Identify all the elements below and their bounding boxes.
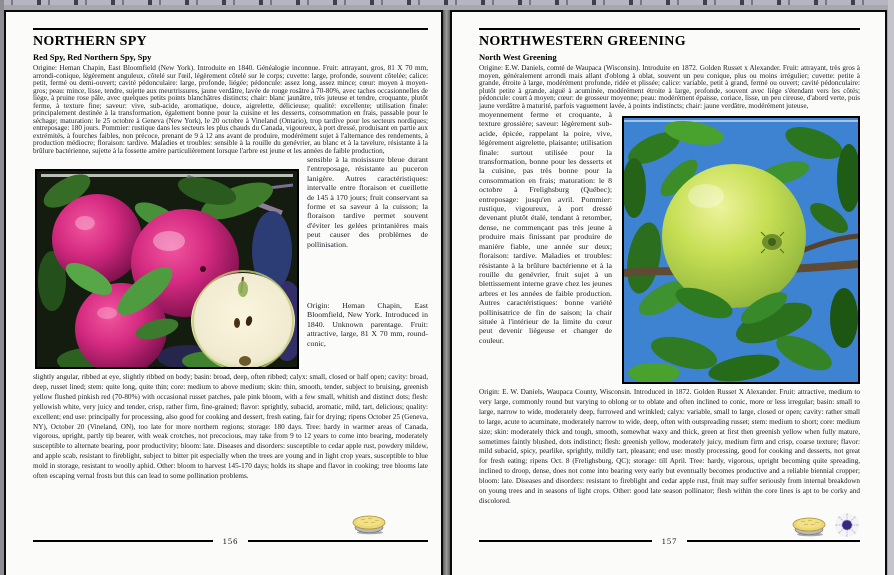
description-english: slightly angular, ribbed at eye, slightly ribbed on body; basin: broad, deep, often ribbed; calyx: small, closed or half open; cavity: broad, deep, russet lined; stem: quite long, quite thin; core: medium to above medium; skin: thin, smooth, tender, subject to bruising, greenish yellow flushed pinkish red (70-80%) with occasional russet patches, pale pink bloom, with a few small, whitish and distinct dots; flesh: yellowish white, very juicy and tender, crisp, rather firm, fine-grained; flavor: sprightly, subacid, aromatic, mild, tart, delicious; quality: excellent; end use: principally for processing, also good for cooking and dessert, fresh eating, fair for drying; ripens October 25 (Geneva, NY), October 20 (Vineland, ON), too late for more northern regions; storage: 180 days. Tree: hardy in warmer areas of Canada, vigorous, upright, partly tip bearer, with weak crotches, not precocious, may take from 9 to 12 years to come into bearing, moderately susceptible to alternate bearing, poor productivity; bloom: late. Diseases and disorders: susceptible to cedar apple rust, powdery mildew, and apple scab, resistant to fireblight, subject to bitter pit especially when the trees are young and in light crop years, susceptible to blue mold in storage, resistant to woolly aphid. Other: bloom to harvest 145-170 days; holds its shape and flavor in cooking; tree blooms late often escaping vernal frosts but this can lead to some pollination problems.	[33, 373, 428, 481]
page-157	[450, 10, 887, 575]
snowflake-icon	[834, 512, 860, 538]
variety-title: NORTHWESTERN GREENING	[479, 34, 686, 49]
sidebar-column	[307, 155, 428, 348]
description-english: Origin: E. W. Daniels, Waupaca County, Wisconsin. Introduced in 1872. Golden Russet X Alexander. Fruit: attractive, medium to very large, commonly round but varying to oblong or to oblate and often inclined to conic, more or less irregular; basin: small to large, narrow to wide, moderately deep, furrowed and wrinkled; calyx: variable, small to large, closed or open; cavity: rather small to large, acute to acuminate, moderately narrow to wide, deep, often with outspreading russet; stem: medium to short; core: medium size; skin: moderately thick and tough, smooth, somewhat waxy and thick, green at first then greenish yellow when fully mature, sometimes faintly blushed, dots indistinct; flesh: greenish yellow, moderately juicy, medium firm and crisp, coarse texture; flavor: mild subacid, spicy, pearlike, sprightly, mildly tart, pleasant; end use: mostly processing, good for cooking and desserts, not great for fresh eating; ripens Oct. 8 (Frelighsburg, QC); storage: till April. Tree: hardy, vigorous, upright becoming quite spreading, inclined to droop, dense, does not come into bearing very early but eventually becomes productive and a reliable biennial cropper; bloom: late. Diseases and disorders: resistant to fireblight and cedar apple rust, fruit may suffer seriously from internal breakdown on young trees and in seasons of light crops. Other: good late season pollinator; flesh within the core lines is apt to be corky and discolored.	[479, 388, 860, 505]
page-number: 156	[222, 536, 239, 546]
page-number: 157	[661, 536, 678, 546]
green-apple-illustration	[624, 118, 858, 382]
northwestern-greening-photo	[622, 116, 860, 384]
header-rule	[479, 28, 860, 30]
top-toolbar[interactable]	[0, 0, 894, 5]
page-gutter	[443, 10, 450, 575]
footer-rule-left	[33, 540, 213, 542]
red-apples-illustration	[37, 171, 297, 367]
page-footer	[479, 536, 860, 546]
variety-title: NORTHERN SPY	[33, 34, 147, 49]
variety-synonyms: Red Spy, Red Northern Spy, Spy	[33, 52, 152, 62]
footer-rule-left	[479, 540, 652, 542]
sidebar-column	[479, 110, 612, 345]
page-156	[4, 10, 443, 575]
description-french: Origine: E.W. Daniels, comté de Waupaca (Wisconsin). Introduite en 1872. Golden Russet x Alexander. Fruit: attrayant, très gros à moyen, généralement arrondi mais allant d'oblong à oblat, souvent un peu conique, plus ou moins irrégulier; cuvette: petite à grande, étroite à large, modérément profonde, ridée et plissée; calice: variable, petit à grand, fermé ou ouvert; cavité pédonculaire: plutôt petite à grande, aiguë à acuminée, modérément étroite à large, profonde, souvent avec liège s'étendant vers les côtés; pédoncule: court à moyen; cœur: de grosseur moyenne; peau: modérément épaisse, coriace, lisse, un peu cireuse, d'abord verte, puis jaune verdâtre à maturité, parfois vaguement lavée, à points indistincts; chair: jaune verdâtre, modérément juteuse,	[479, 64, 860, 110]
photo-and-sidebar	[33, 155, 428, 369]
footer-rule-right	[687, 540, 860, 542]
sidebar-french: sensible à la moisissure bleue durant l'entreposage, résistante au puceron lanigère. Autres caractéristiques: intervalle entre floraison et cueillette de 145 à 170 jours; fruit conservant sa forme et sa saveur à la cuisson; la floraison tardive permet souvent d'éviter les gelées printanières mais peut causer des problèmes de pollinisation.	[307, 155, 428, 249]
footer-rule-right	[248, 540, 428, 542]
page-footer	[33, 536, 428, 546]
northern-spy-photo	[35, 169, 299, 369]
window-right-edge	[888, 0, 894, 575]
header-rule	[33, 28, 428, 30]
photo-and-sidebar	[479, 110, 860, 384]
variety-synonyms: North West Greening	[479, 52, 557, 62]
origin-caption-english: Origin: Heman Chapin, East Bloomfield, New York. Introduced in 1840. Unknown parentage. Fruit: attractive, large, 81 X 70 mm, round-conic,	[307, 301, 428, 348]
pie-icon	[791, 514, 827, 537]
usage-icons	[791, 512, 860, 538]
description-french: Origine: Heman Chapin, East Bloomfield (New York). Introduite en 1840. Généalogie inconnue. Fruit: attrayant, gros, 81 X 70 mm, arrondi-conique, légèrement anguleux, côtelé sur l'œil, légèrement côtelé sur le corps; cuvette: large, profonde, souvent côtelée; calice: petit, fermé ou demi-ouvert; cavité pédonculaire: large, profonde, liégée; pédoncule: assez long, assez mince; cœur: moyen à moyen-gros; peau: mince, lisse, tendre, sujette aux meurtrissures, jaune verdâtre, lavée de rouge rosâtre à 70-80%, avec taches occasionnelles de liège, à pruine rose pâle, avec quelques petits points blanchâtres distincts; chair: blanc jaunâtre, très juteuse et tendre, croquante, plutôt ferme, à texture fine; saveur: vive, sub-acide, aromatique, douce, aigrelette, délicieuse; qualité: excellente; utilisation finale: principalement destinée à la transformation, également bonne pour la cuisine et les desserts, consommation en frais, passable pour le séchage; maturation: le 25 octobre à Geneva (New York), le 20 octobre à Vineland (Ontario), trop tardive pour les secteurs nordiques; entreposage: 180 jours. Pommier: rustique dans les secteurs les plus chauds du Canada, vigoureux, à port dressé, produisant en partie aux extrémités, à fourches faibles, non précoce, prenant de 9 à 12 ans avant de produire, modérément sujet à l'alternance des rendements, à production médiocre; floraison: tardive. Maladies et troubles: sensible à la rouille du genévrier, au blanc et à la tavelure, résistante à la brûlure bactérienne, sujette à la fossette amère particulièrement lorsque l'arbre est jeune et les années de faible production,	[33, 64, 428, 155]
sidebar-french: moyennement ferme et croquante, à texture grossière; saveur: légèrement sub-acide, épicée, rappelant la poire, vive, légèrement aigrelette, plaisante; utilisation finale: surtout utilisée pour la transformation, bonne pour les desserts et la cuisine, pas très bonne pour la consommation en frais; maturation: le 8 octobre à Frelighsburg (Québec); entreposage: jusqu'en avril. Pommier: rustique, vigoureux, à port dressé devenant plutôt étalé, tendant à retomber, dense, ne commençant pas très jeune à produire mais finissant par produire de manière fiable, une année sur deux; floraison: tardive. Maladies et troubles: résistante à la brûlure bactérienne et à la rouille du genévrier, fruit sujet à un blettissement interne grave chez les jeunes arbres et les années de faible production. Autres caractéristiques: bonne variété pollinisatrice de fin de saison; la chair située à l'intérieur de la limite du cœur peut devenir liégeuse et changer de couleur.	[479, 110, 612, 345]
pie-icon	[351, 512, 387, 535]
